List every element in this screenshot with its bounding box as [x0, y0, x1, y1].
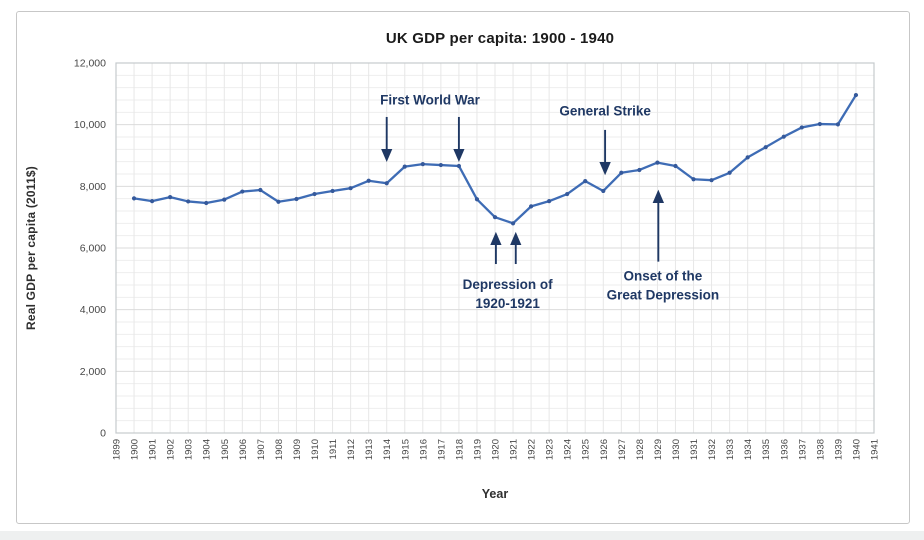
data-point: [403, 165, 407, 169]
data-point: [475, 197, 479, 201]
y-tick-label: 6,000: [79, 242, 106, 255]
x-tick-label: 1902: [165, 439, 177, 461]
x-tick-label: 1913: [364, 439, 376, 461]
x-tick-label: 1937: [797, 439, 809, 461]
x-tick-label: 1933: [725, 439, 737, 461]
data-point: [854, 93, 858, 97]
x-tick-label: 1920: [490, 439, 502, 461]
data-point: [132, 196, 136, 200]
annotation-label-general-strike: General Strike: [559, 103, 651, 119]
annotation-label-first-world-war: First World War: [380, 92, 480, 108]
x-tick-label: 1939: [833, 439, 845, 461]
x-tick-label: 1931: [689, 439, 701, 461]
data-point: [709, 178, 713, 182]
data-point: [637, 168, 641, 172]
data-point: [421, 162, 425, 166]
photo-edge-shadow: [0, 531, 924, 540]
data-point: [547, 199, 551, 203]
data-point: [619, 171, 623, 175]
data-point: [457, 164, 461, 168]
x-tick-label: 1935: [761, 439, 773, 461]
x-tick-label: 1932: [707, 439, 719, 461]
data-point: [565, 192, 569, 196]
annotation-label-onset-great-depression: Onset of the Great Depression: [606, 268, 720, 303]
data-point: [240, 189, 244, 193]
x-tick-label: 1936: [779, 439, 791, 461]
x-tick-label: 1930: [670, 439, 682, 461]
annotation-label-depression-1920-1921: Depression of 1920-1921: [462, 276, 553, 311]
data-point: [746, 155, 750, 159]
data-point: [691, 177, 695, 181]
data-point: [258, 188, 262, 192]
data-point: [385, 181, 389, 185]
x-tick-label: 1903: [183, 439, 195, 461]
data-point: [222, 197, 226, 201]
x-tick-label: 1940: [851, 439, 863, 461]
x-tick-label: 1910: [310, 439, 322, 461]
x-tick-label: 1899: [111, 439, 123, 461]
data-point: [276, 200, 280, 204]
x-tick-label: 1916: [418, 439, 430, 461]
x-tick-label: 1923: [544, 439, 556, 461]
data-point: [529, 204, 533, 208]
y-tick-label: 12,000: [73, 57, 106, 70]
x-tick-label: 1907: [255, 439, 267, 461]
data-point: [367, 179, 371, 183]
x-tick-label: 1921: [508, 439, 520, 461]
data-point: [782, 135, 786, 139]
y-axis-title: Real GDP per capita (2011$): [24, 166, 38, 330]
y-tick-labels: [74, 58, 106, 440]
data-point: [186, 199, 190, 203]
x-tick-label: 1929: [652, 439, 664, 461]
x-tick-label: 1926: [598, 439, 610, 461]
x-tick-label: 1915: [400, 439, 412, 461]
y-tick-label: 2,000: [79, 365, 106, 378]
y-tick-label: 8,000: [79, 180, 106, 193]
y-tick-label: 0: [100, 427, 106, 440]
chart-title: UK GDP per capita: 1900 - 1940: [385, 30, 615, 47]
x-tick-label: 1922: [526, 439, 538, 461]
data-point: [601, 189, 605, 193]
x-tick-label: 1909: [291, 439, 303, 461]
x-tick-label: 1919: [472, 439, 484, 461]
data-point: [493, 215, 497, 219]
x-tick-label: 1927: [616, 439, 628, 461]
x-tick-label: 1905: [219, 439, 231, 461]
x-tick-label: 1900: [129, 439, 141, 461]
data-point: [764, 145, 768, 149]
y-tick-label: 4,000: [79, 304, 106, 317]
x-tick-label: 1924: [562, 439, 574, 461]
data-point: [511, 221, 515, 225]
data-point: [673, 164, 677, 168]
x-tick-labels: [112, 439, 881, 460]
data-point: [800, 125, 804, 129]
x-tick-label: 1928: [634, 439, 646, 461]
data-point: [330, 189, 334, 193]
data-point: [836, 122, 840, 126]
x-tick-label: 1904: [201, 439, 213, 461]
data-point: [583, 179, 587, 183]
data-point: [728, 171, 732, 175]
x-tick-label: 1914: [382, 439, 394, 461]
data-point: [439, 163, 443, 167]
data-point: [294, 197, 298, 201]
data-point: [655, 160, 659, 164]
x-tick-label: 1934: [743, 439, 755, 461]
x-tick-label: 1906: [237, 439, 249, 461]
x-tick-label: 1917: [436, 439, 448, 461]
x-tick-label: 1941: [869, 439, 881, 461]
x-axis-title: Year: [481, 487, 509, 501]
x-tick-label: 1925: [580, 439, 592, 461]
data-point: [204, 201, 208, 205]
x-tick-label: 1938: [815, 439, 827, 461]
data-point: [150, 199, 154, 203]
x-tick-label: 1908: [273, 439, 285, 461]
x-tick-label: 1901: [147, 439, 159, 461]
x-tick-label: 1911: [328, 439, 340, 460]
data-point: [312, 192, 316, 196]
x-tick-label: 1912: [346, 439, 358, 461]
data-point: [818, 122, 822, 126]
y-tick-label: 10,000: [73, 119, 106, 132]
data-point: [349, 186, 353, 190]
x-tick-label: 1918: [454, 439, 466, 461]
data-point: [168, 195, 172, 199]
